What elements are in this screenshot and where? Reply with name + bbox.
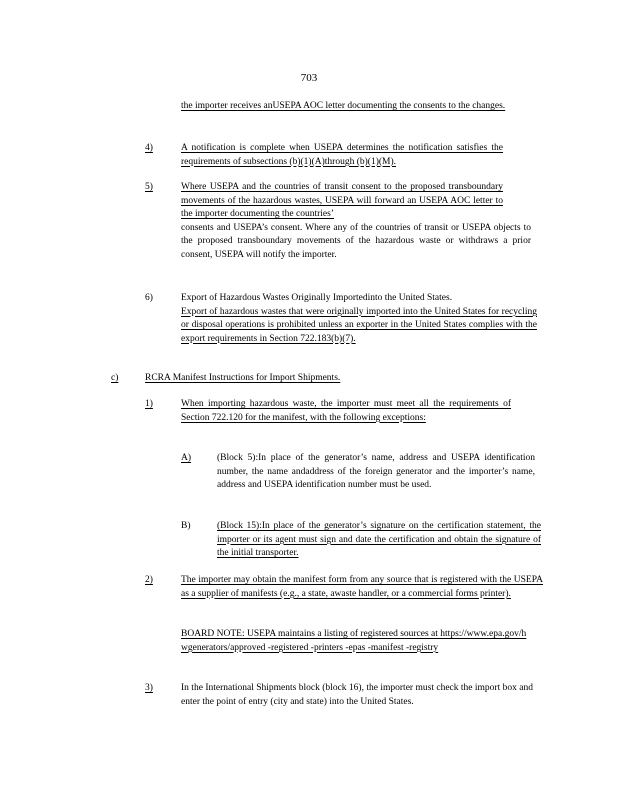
item-c3-marker: 3) — [145, 683, 153, 693]
item-5-body — [181, 181, 531, 262]
item-6-heading: Export of Hazardous Wastes Originally Importedinto the United States. — [181, 293, 453, 303]
item-5-marker: 5) — [145, 182, 153, 192]
item-cB-marker: B) — [181, 521, 191, 531]
item-4-marker: 4) — [145, 143, 153, 153]
item-5-underlined-text: Where USEPA and the countries of transit consent to the proposed transboundary movements of the hazardous wastes, USEPA will forward an USEPA AOC letter to the importer documenting the countries’ — [181, 182, 503, 219]
subsection-c-heading: RCRA Manifest Instructions for Import Shipments. — [145, 373, 341, 383]
item-4-text: A notification is complete when USEPA determines the notification satisfies the requirements of subsections (b)(1)(A)through (b)(1)(M). — [181, 143, 503, 167]
item-c2-marker: 2) — [145, 575, 153, 585]
item-c1-marker: 1) — [145, 399, 153, 409]
item-cA-marker: A) — [181, 453, 192, 463]
item-c2-text: The importer may obtain the manifest form from any source that is registered with the USEPA as a supplier of manifests (e.g., a state, awaste handler, or a commercial forms printer). — [181, 575, 543, 599]
item-6-text: Export of hazardous wastes that were originally imported into the United States for recycling or disposal operations is prohibited unless an exporter in the United States complies with the export requirements in Section 722.183(b)(7). — [181, 306, 537, 344]
item-6-body — [181, 292, 537, 346]
continuation-text: the importer receives anUSEPA AOC letter documenting the consents to the changes. — [181, 101, 506, 111]
board-note: BOARD NOTE: USEPA maintains a listing of registered sources at https://www.epa.gov/hwgenerators/approved -registered -printers -epas -manifest -registry — [181, 629, 527, 653]
item-c1-text: When importing hazardous waste, the importer must meet all the requirements of Section 722.120 for the manifest, with the following exceptions: — [181, 399, 511, 423]
item-cB-text: (Block 15):In place of the generator’s signature on the certification statement, the importer or its agent must sign and date the certification and obtain the signature of the initial transporter. — [217, 521, 541, 558]
page-number: 703 — [300, 72, 318, 84]
item-6-marker: 6) — [145, 293, 153, 303]
subsection-c-marker: c) — [111, 373, 119, 383]
item-c3-text: In the International Shipments block (block 16), the importer must check the import box and enter the point of entry (city and state) into the United States. — [181, 683, 533, 707]
item-cA-text: (Block 5):In place of the generator’s name, address and USEPA identification number, the name andaddress of the foreign generator and the importer’s name, address and USEPA identification number must be used. — [217, 453, 535, 490]
item-5-plain-text: consents and USEPA’s consent. Where any of the countries of transit or USEPA objects to the proposed transboundary movements of the hazardous waste or withdraws a prior consent, USEPA will notify the importer. — [181, 222, 531, 260]
